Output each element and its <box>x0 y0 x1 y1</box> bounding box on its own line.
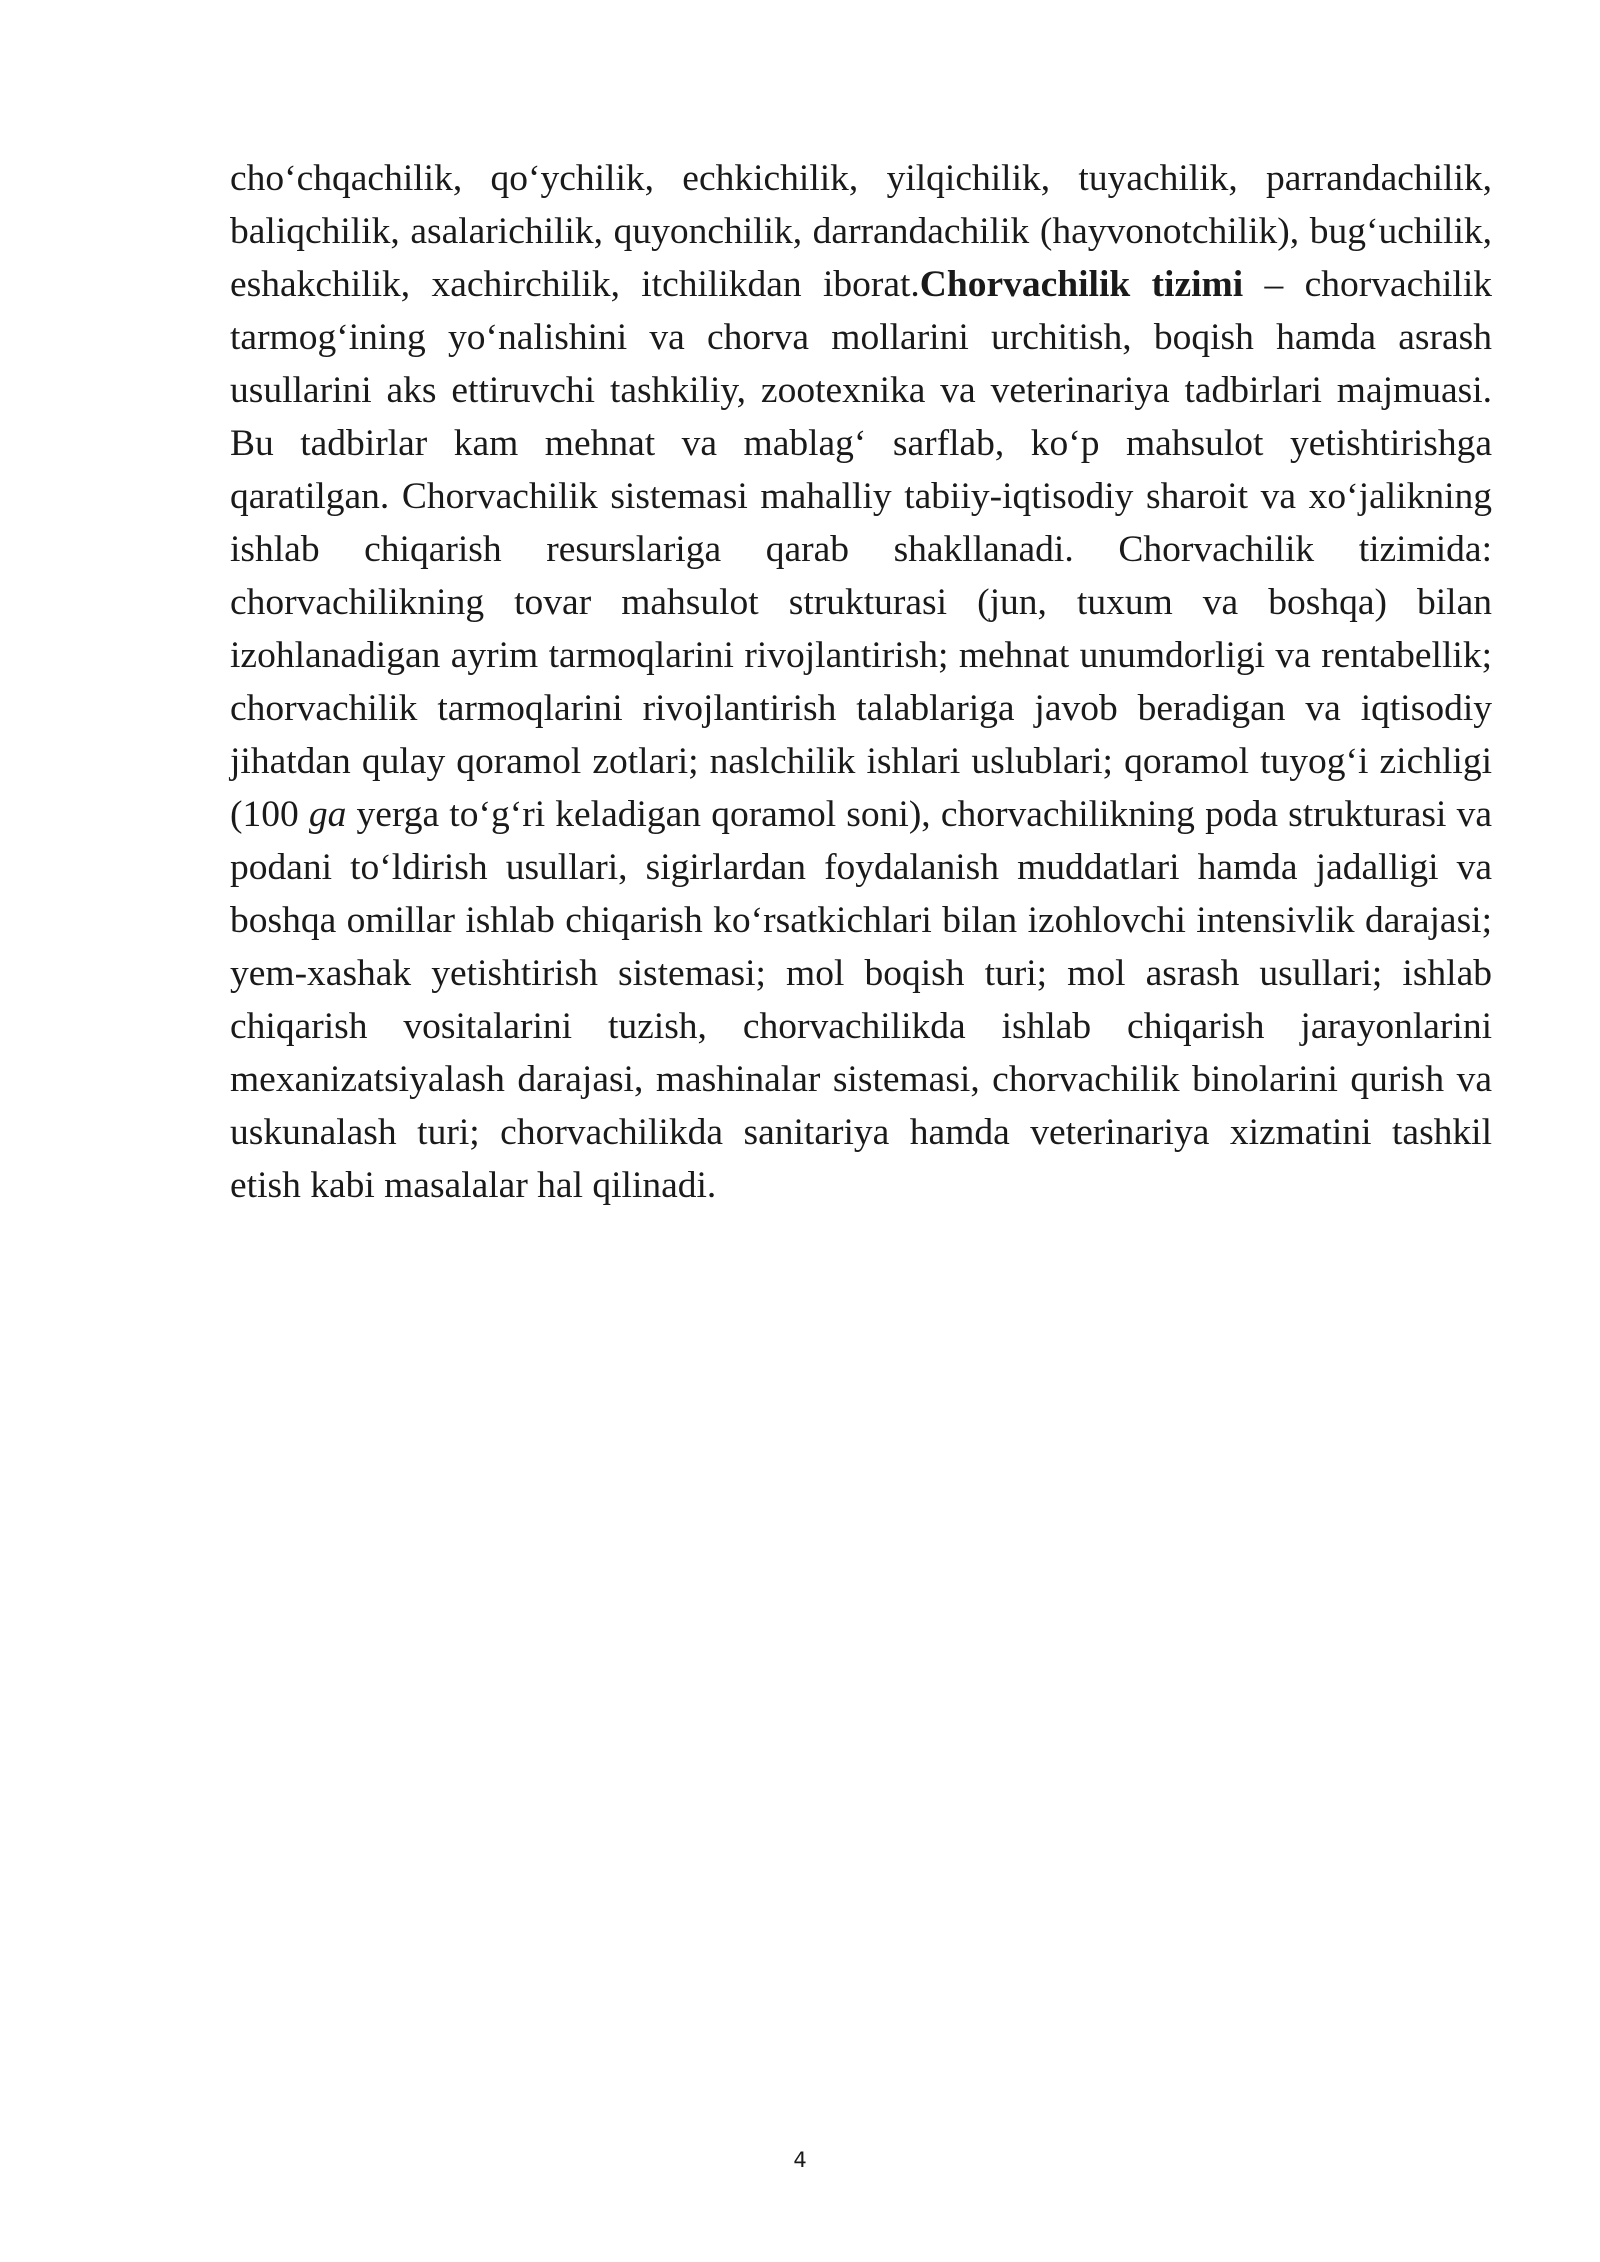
page-number: 4 <box>793 2148 807 2172</box>
unit-abbreviation: ga <box>308 794 347 835</box>
paragraph-lead-text: cho‘chqachilik, qo‘ychilik, echkichilik, yilqichilik, tuyachilik, parrandachilik, baliqchilik, asalarichilik, quyonchilik, darrandachilik (hayvonotchilik), bug‘uchilik, eshakchilik, xachirchilik, itchilikdan iborat. <box>230 158 1492 305</box>
paragraph-main-text: – chorvachilik tarmog‘ining yo‘nalishini va chorva mollarini urchitish, boqish hamda asrash usullarini aks ettiruvchi tashkiliy, zootexnika va veterinariya tadbirlari majmuasi. Bu tadbirlar kam mehnat va mablag‘ sarflab, ko‘p mahsulot yetishtirishga qaratilgan. Chorvachilik sistemasi mahalliy tabiiy-iqtisodiy sharoit va xo‘jalikning ishlab chiqarish resurslariga qarab shakllanadi. Chorvachilik tizimida: chorvachilikning tovar mahsulot strukturasi (jun, tuxum va boshqa) bilan izohlanadigan ayrim tarmoqlarini rivojlantirish; mehnat unumdorligi va rentabellik; chorvachilik tarmoqlarini rivojlantirish talablariga javob beradigan va iqtisodiy jihatdan qulay qoramol zotlari; naslchilik ishlari uslublari; qoramol tuyog‘i zichligi (100 <box>230 264 1492 835</box>
paragraph-tail-text: yerga to‘g‘ri keladigan qoramol soni), chorvachilikning poda strukturasi va podani to‘ldirish usullari, sigirlardan foydalanish muddatlari hamda jadalligi va boshqa omillar ishlab chiqarish ko‘rsatkichlari bilan izohlovchi intensivlik darajasi; yem-xashak yetishtirish sistemasi; mol boqish turi; mol asrash usullari; ishlab chiqarish vositalarini tuzish, chorvachilikda ishlab chiqarish jarayonlarini mexanizatsiyalash darajasi, mashinalar sistemasi, chorvachilik binolarini qurish va uskunalash turi; chorvachilikda sanitariya hamda veterinariya xizmatini tashkil etish kabi masalalar hal qilinadi. <box>230 794 1492 1206</box>
body-paragraph <box>230 152 1492 1212</box>
defined-term: Chorvachilik tizimi <box>919 264 1244 305</box>
